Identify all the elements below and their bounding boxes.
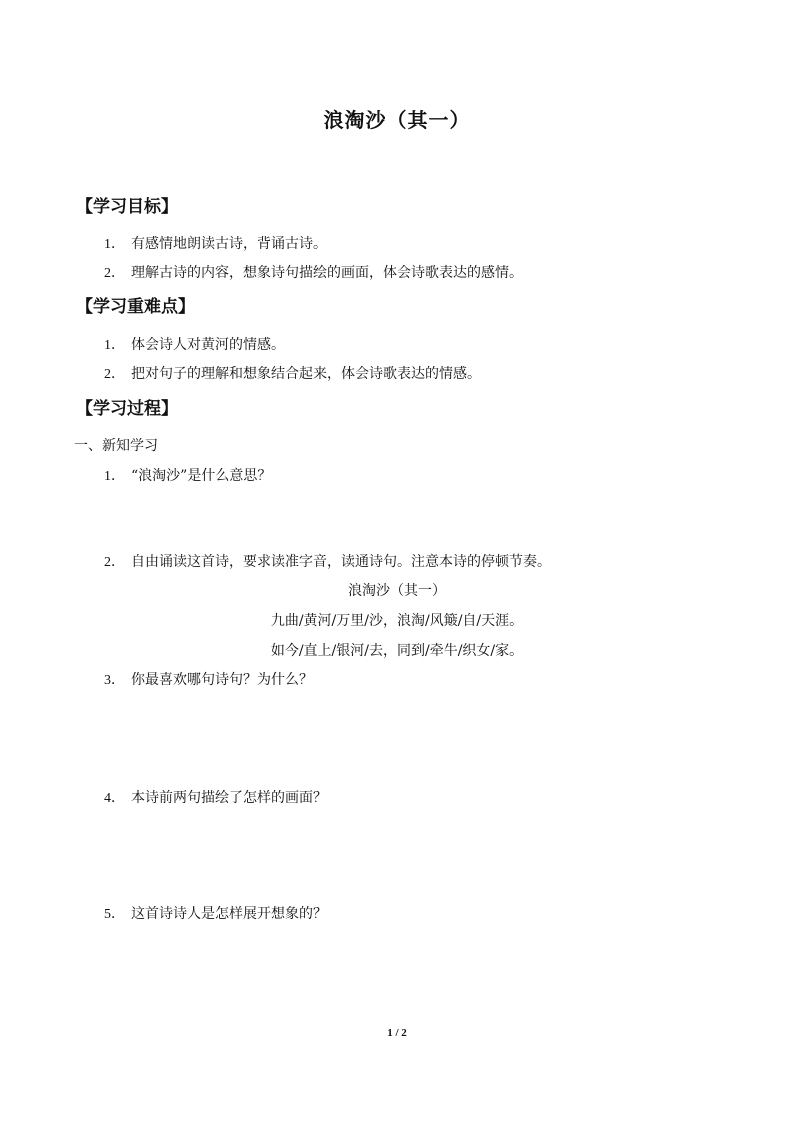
goal-item [104, 262, 523, 282]
key-point-item [104, 363, 481, 383]
page-number: 1 / 2 [387, 1027, 407, 1039]
item-text: 你最喜欢哪句诗句？为什么？ [131, 672, 313, 688]
item-number: 1． [104, 469, 125, 484]
section-heading-key-points: 【学习重难点】 [76, 297, 195, 317]
item-number: 1． [104, 237, 125, 252]
item-number: 2． [104, 555, 125, 570]
section-heading-process: 【学习过程】 [76, 399, 178, 419]
item-text: 理解古诗的内容，想象诗句描绘的画面，体会诗歌表达的感情。 [131, 265, 523, 281]
subheading-new-knowledge: 一、新知学习 [74, 438, 158, 454]
item-text: 本诗前两句描绘了怎样的画面？ [131, 790, 327, 806]
item-number: 3． [104, 673, 125, 688]
poem-title: 浪淘沙（其一） [348, 583, 446, 599]
item-text: 体会诗人对黄河的情感。 [131, 337, 285, 353]
item-number: 5． [104, 907, 125, 922]
key-point-item [104, 334, 285, 354]
question-item [104, 903, 327, 923]
question-item [104, 551, 551, 571]
item-text: 这首诗诗人是怎样展开想象的？ [131, 906, 327, 922]
item-text: 有感情地朗读古诗，背诵古诗。 [131, 236, 327, 252]
item-number: 2． [104, 266, 125, 281]
question-item [104, 669, 313, 689]
poem-line: 九曲/黄河/万里/沙，浪淘/风簸/自/天涯。 [270, 613, 524, 629]
question-item [104, 465, 271, 485]
question-item [104, 787, 327, 807]
poem-line: 如今/直上/银河/去，同到/牵牛/织女/家。 [270, 643, 524, 659]
section-heading-goals: 【学习目标】 [76, 197, 178, 217]
item-text: 自由诵读这首诗，要求读准字音，读通诗句。注意本诗的停顿节奏。 [131, 554, 551, 570]
item-text: 把对句子的理解和想象结合起来，体会诗歌表达的情感。 [131, 366, 481, 382]
item-number: 1． [104, 338, 125, 353]
item-number: 2． [104, 367, 125, 382]
goal-item [104, 233, 327, 253]
item-text: “浪淘沙”是什么意思？ [131, 468, 272, 484]
item-number: 4． [104, 791, 125, 806]
page-title: 浪淘沙（其一） [323, 108, 471, 132]
